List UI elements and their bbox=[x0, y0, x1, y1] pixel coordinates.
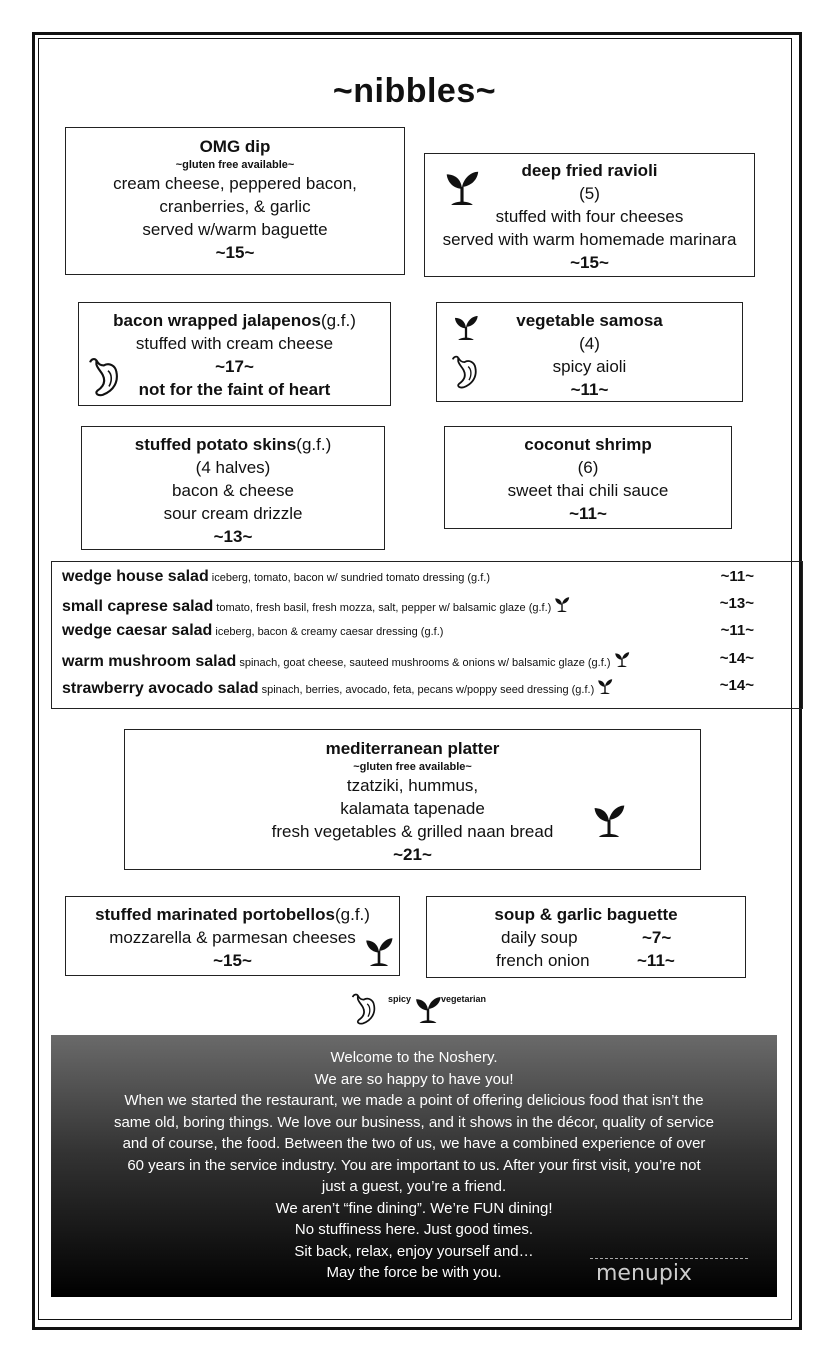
sprout-icon bbox=[592, 798, 626, 842]
item-name: deep fried ravioli bbox=[521, 161, 658, 180]
salad-row bbox=[62, 595, 792, 621]
item-desc: cream cheese, peppered bacon, bbox=[113, 174, 357, 193]
salad-price: ~11~ bbox=[720, 568, 754, 585]
salad-price: ~13~ bbox=[719, 595, 754, 612]
welcome-line: Sit back, relax, enjoy yourself and… bbox=[294, 1242, 534, 1260]
salad-desc: spinach, berries, avocado, feta, pecans w/poppy seed dressing (g.f.) bbox=[261, 684, 595, 696]
menu-item-stuffed-marinated-portobellos bbox=[65, 896, 400, 976]
salad-row bbox=[62, 568, 792, 594]
chili-pepper-icon bbox=[350, 992, 386, 1026]
welcome-line: Welcome to the Noshery. bbox=[330, 1049, 498, 1066]
sprout-icon bbox=[614, 650, 630, 668]
item-gf: (g.f.) bbox=[334, 905, 370, 924]
salad-desc: tomato, fresh basil, fresh mozza, salt, pepper w/ balsamic glaze (g.f.) bbox=[216, 602, 552, 614]
item-desc: sour cream drizzle bbox=[163, 504, 303, 523]
welcome-line: We aren’t “fine dining”. We’re FUN dining! bbox=[275, 1199, 553, 1217]
salad-desc: iceberg, tomato, bacon w/ sundried tomato dressing (g.f.) bbox=[211, 572, 490, 584]
item-qty: (5) bbox=[579, 184, 600, 203]
welcome-line: No stuffiness here. Just good times. bbox=[294, 1221, 534, 1238]
item-price: ~15~ bbox=[213, 951, 252, 970]
item-name: mediterranean platter bbox=[325, 739, 500, 758]
item-price: ~21~ bbox=[393, 845, 432, 864]
item-name: stuffed marinated portobellos bbox=[95, 905, 335, 924]
sprout-icon bbox=[364, 934, 394, 968]
welcome-line: same old, boring things. We love our business, and it shows in the décor, quality of service bbox=[113, 1113, 715, 1131]
salad-name: strawberry avocado salad bbox=[62, 680, 259, 697]
item-price: ~11~ bbox=[569, 504, 607, 523]
item-note: ~gluten free available~ bbox=[353, 761, 472, 773]
salad-name: warm mushroom salad bbox=[62, 653, 237, 670]
menu-item-omg-dip bbox=[65, 127, 405, 275]
item-gf: (g.f.) bbox=[320, 311, 356, 330]
salad-row bbox=[62, 677, 792, 703]
item-price: ~7~ bbox=[642, 928, 672, 947]
item-desc: french onion bbox=[496, 951, 590, 970]
item-desc: kalamata tapenade bbox=[340, 799, 485, 818]
salad-name: small caprese salad bbox=[62, 598, 214, 615]
item-desc: not for the faint of heart bbox=[138, 380, 331, 399]
legend-vegetarian: vegetarian bbox=[441, 994, 487, 1004]
welcome-line: May the force be with you. bbox=[326, 1264, 502, 1281]
item-desc: stuffed with four cheeses bbox=[495, 207, 684, 226]
item-desc: fresh vegetables & grilled naan bread bbox=[271, 822, 554, 841]
item-desc: sweet thai chili sauce bbox=[507, 481, 669, 500]
salad-price: ~14~ bbox=[719, 650, 754, 667]
salad-desc: spinach, goat cheese, sauteed mushrooms & onions w/ balsamic glaze (g.f.) bbox=[239, 657, 611, 669]
welcome-line: 60 years in the service industry. You are important to us. After your first visit, you’re not bbox=[127, 1156, 701, 1174]
item-price: ~15~ bbox=[570, 253, 609, 272]
item-name: stuffed potato skins bbox=[134, 435, 297, 454]
item-desc: daily soup bbox=[501, 928, 578, 947]
menu-item-soup-garlic-baguette bbox=[426, 896, 746, 978]
item-desc: cranberries, & garlic bbox=[159, 197, 311, 216]
salad-name: wedge caesar salad bbox=[62, 622, 213, 639]
item-gf: (g.f.) bbox=[296, 435, 332, 454]
salads-section bbox=[51, 561, 803, 709]
menu-item-stuffed-potato-skins bbox=[81, 426, 385, 550]
item-price: ~11~ bbox=[637, 951, 675, 970]
sprout-icon bbox=[597, 677, 613, 695]
item-qty: (4) bbox=[579, 334, 600, 353]
legend-spicy: spicy bbox=[388, 994, 412, 1004]
item-desc: mozzarella & parmesan cheeses bbox=[109, 928, 356, 947]
welcome-line: and of course, the food. Between the two of us, we have a combined experience of over bbox=[122, 1135, 706, 1152]
watermark: menupix bbox=[590, 1258, 748, 1290]
salad-price: ~11~ bbox=[720, 622, 754, 639]
welcome-line: When we started the restaurant, we made a point of offering delicious food that isn’t the bbox=[124, 1092, 704, 1109]
item-desc: served w/warm baguette bbox=[142, 220, 328, 239]
item-price: ~15~ bbox=[215, 243, 255, 262]
item-qty: (4 halves) bbox=[195, 458, 271, 477]
item-desc: bacon & cheese bbox=[172, 481, 294, 500]
chili-pepper-icon bbox=[450, 354, 488, 390]
item-qty: (6) bbox=[577, 458, 599, 477]
welcome-line: just a guest, you’re a friend. bbox=[321, 1178, 507, 1195]
item-name: bacon wrapped jalapenos bbox=[113, 311, 321, 330]
item-desc: served with warm homemade marinara bbox=[442, 230, 737, 249]
item-price: ~11~ bbox=[570, 380, 609, 399]
salad-desc: iceberg, bacon & creamy caesar dressing (g.f.) bbox=[215, 626, 444, 638]
item-name: vegetable samosa bbox=[516, 311, 663, 330]
item-name: coconut shrimp bbox=[524, 435, 652, 454]
item-desc: spicy aioli bbox=[552, 357, 627, 376]
item-price: ~17~ bbox=[215, 357, 254, 376]
sprout-icon bbox=[444, 165, 480, 209]
menu-item-coconut-shrimp bbox=[444, 426, 732, 529]
welcome-line: We are so happy to have you! bbox=[314, 1070, 514, 1088]
salad-name: wedge house salad bbox=[62, 568, 209, 585]
salad-row bbox=[62, 650, 792, 676]
item-price: ~13~ bbox=[213, 527, 253, 546]
item-desc: tzatziki, hummus, bbox=[346, 776, 479, 795]
sprout-icon bbox=[554, 595, 570, 613]
item-name: OMG dip bbox=[199, 137, 271, 156]
page-title: ~nibbles~ bbox=[332, 72, 497, 110]
salad-price: ~14~ bbox=[719, 677, 754, 694]
sprout-icon bbox=[414, 992, 442, 1026]
item-desc: stuffed with cream cheese bbox=[135, 334, 334, 353]
item-note: ~gluten free available~ bbox=[175, 159, 295, 171]
item-name: soup & garlic baguette bbox=[494, 905, 678, 924]
salad-row bbox=[62, 622, 792, 648]
chili-pepper-icon bbox=[88, 356, 130, 398]
sprout-icon bbox=[453, 312, 479, 342]
